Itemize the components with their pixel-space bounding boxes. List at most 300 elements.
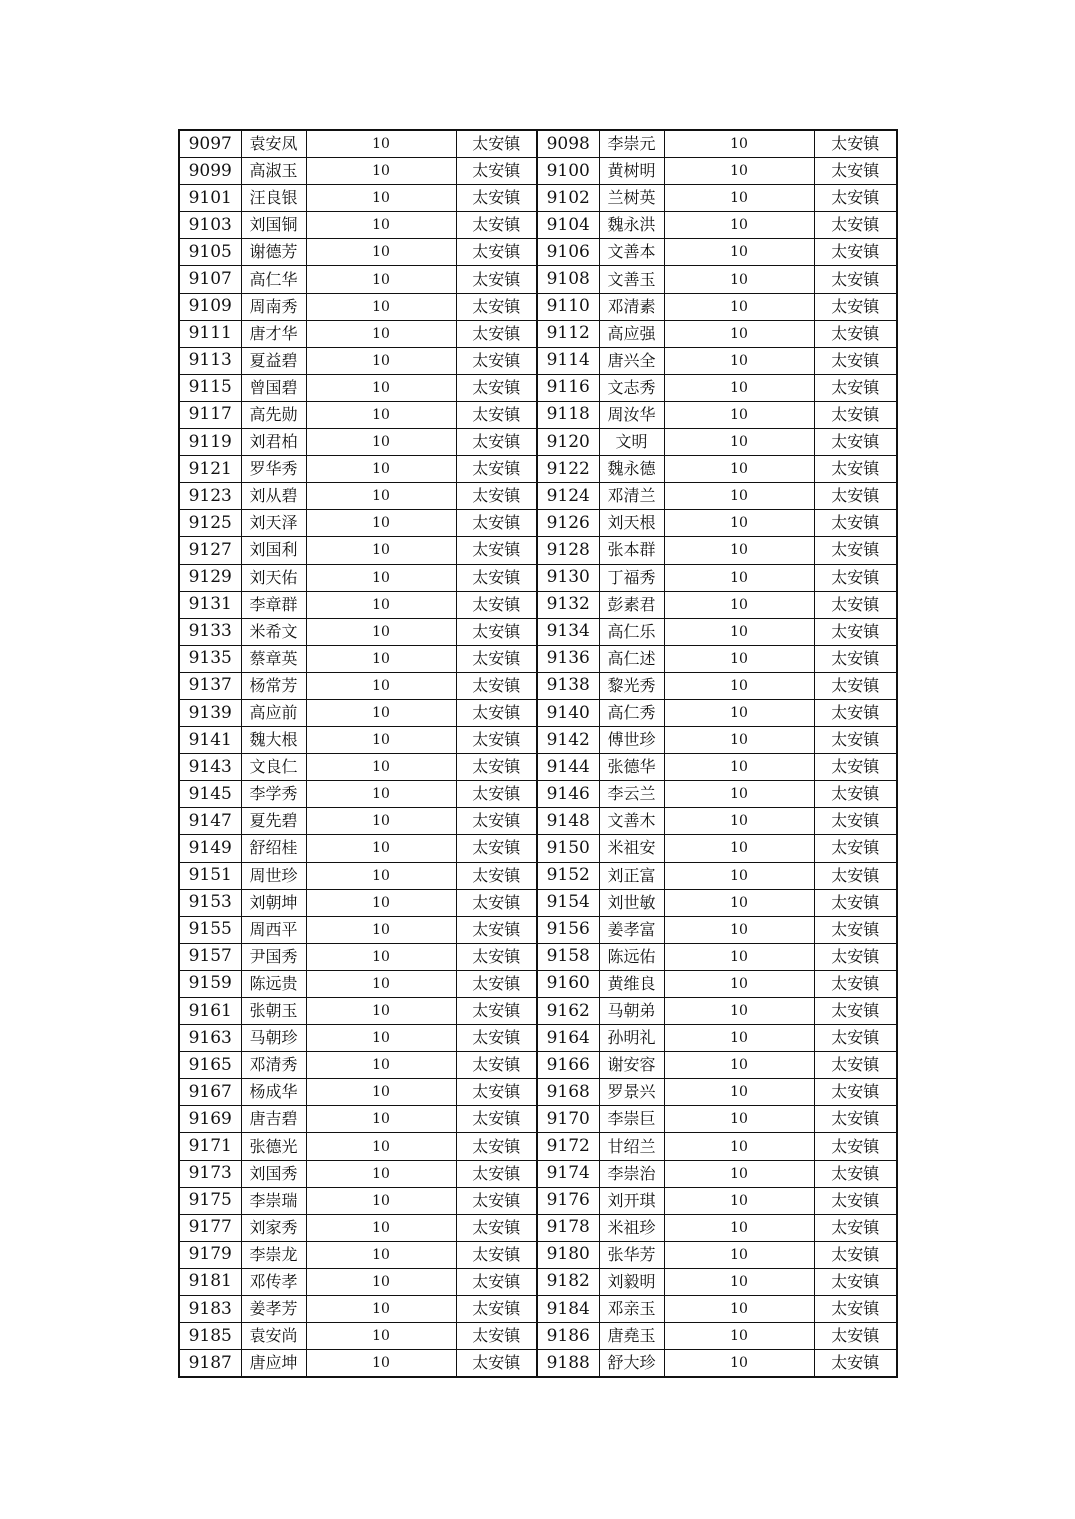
right-name-cell: 米祖珍 (599, 1214, 664, 1241)
table-row (179, 862, 897, 889)
table-row (179, 537, 897, 564)
right-town-cell: 太安镇 (814, 1106, 897, 1133)
left-name-cell: 刘天佑 (241, 564, 306, 591)
right-amount-cell: 10 (664, 374, 814, 401)
right-id-cell: 9178 (537, 1214, 599, 1241)
left-town-cell: 太安镇 (456, 998, 537, 1025)
left-name-cell: 汪良银 (241, 185, 306, 212)
right-name-cell: 李云兰 (599, 781, 664, 808)
left-id-cell: 9151 (179, 862, 241, 889)
left-name-cell: 文良仁 (241, 754, 306, 781)
right-id-cell: 9144 (537, 754, 599, 781)
left-name-cell: 高仁华 (241, 266, 306, 293)
left-id-cell: 9099 (179, 158, 241, 185)
right-amount-cell: 10 (664, 916, 814, 943)
left-name-cell: 魏大根 (241, 727, 306, 754)
table-row (179, 483, 897, 510)
right-id-cell: 9156 (537, 916, 599, 943)
right-id-cell: 9184 (537, 1296, 599, 1323)
left-id-cell: 9145 (179, 781, 241, 808)
left-name-cell: 高应前 (241, 699, 306, 726)
left-id-cell: 9187 (179, 1350, 241, 1378)
right-id-cell: 9122 (537, 456, 599, 483)
table-row (179, 1214, 897, 1241)
table-row (179, 429, 897, 456)
left-amount-cell: 10 (306, 564, 456, 591)
left-amount-cell: 10 (306, 699, 456, 726)
left-id-cell: 9183 (179, 1296, 241, 1323)
table-row (179, 943, 897, 970)
right-id-cell: 9174 (537, 1160, 599, 1187)
left-id-cell: 9173 (179, 1160, 241, 1187)
right-name-cell: 唐兴全 (599, 347, 664, 374)
left-name-cell: 周世珍 (241, 862, 306, 889)
right-town-cell: 太安镇 (814, 970, 897, 997)
left-name-cell: 张德光 (241, 1133, 306, 1160)
left-amount-cell: 10 (306, 970, 456, 997)
left-name-cell: 姜孝芳 (241, 1296, 306, 1323)
right-amount-cell: 10 (664, 537, 814, 564)
right-name-cell: 高仁秀 (599, 699, 664, 726)
left-town-cell: 太安镇 (456, 158, 537, 185)
right-id-cell: 9124 (537, 483, 599, 510)
left-amount-cell: 10 (306, 1268, 456, 1295)
left-name-cell: 刘从碧 (241, 483, 306, 510)
right-name-cell: 马朝弟 (599, 998, 664, 1025)
right-name-cell: 刘开琪 (599, 1187, 664, 1214)
right-id-cell: 9150 (537, 835, 599, 862)
right-town-cell: 太安镇 (814, 212, 897, 239)
right-name-cell: 刘毅明 (599, 1268, 664, 1295)
left-amount-cell: 10 (306, 1160, 456, 1187)
left-town-cell: 太安镇 (456, 916, 537, 943)
right-id-cell: 9140 (537, 699, 599, 726)
right-name-cell: 刘世敏 (599, 889, 664, 916)
left-amount-cell: 10 (306, 618, 456, 645)
left-town-cell: 太安镇 (456, 130, 537, 158)
left-id-cell: 9157 (179, 943, 241, 970)
left-name-cell: 罗华秀 (241, 456, 306, 483)
right-id-cell: 9098 (537, 130, 599, 158)
table-row (179, 889, 897, 916)
left-town-cell: 太安镇 (456, 1160, 537, 1187)
left-id-cell: 9125 (179, 510, 241, 537)
left-town-cell: 太安镇 (456, 808, 537, 835)
left-id-cell: 9107 (179, 266, 241, 293)
right-name-cell: 刘正富 (599, 862, 664, 889)
right-id-cell: 9110 (537, 293, 599, 320)
right-town-cell: 太安镇 (814, 239, 897, 266)
left-amount-cell: 10 (306, 347, 456, 374)
right-town-cell: 太安镇 (814, 943, 897, 970)
left-name-cell: 尹国秀 (241, 943, 306, 970)
left-amount-cell: 10 (306, 645, 456, 672)
right-name-cell: 罗景兴 (599, 1079, 664, 1106)
table-row (179, 618, 897, 645)
right-town-cell: 太安镇 (814, 1052, 897, 1079)
right-id-cell: 9168 (537, 1079, 599, 1106)
right-amount-cell: 10 (664, 862, 814, 889)
right-id-cell: 9120 (537, 429, 599, 456)
right-name-cell: 李崇元 (599, 130, 664, 158)
left-town-cell: 太安镇 (456, 727, 537, 754)
left-amount-cell: 10 (306, 429, 456, 456)
right-amount-cell: 10 (664, 564, 814, 591)
left-id-cell: 9103 (179, 212, 241, 239)
table-row (179, 998, 897, 1025)
right-amount-cell: 10 (664, 1296, 814, 1323)
right-id-cell: 9158 (537, 943, 599, 970)
left-name-cell: 舒绍桂 (241, 835, 306, 862)
left-amount-cell: 10 (306, 130, 456, 158)
table-row (179, 130, 897, 158)
left-amount-cell: 10 (306, 591, 456, 618)
left-id-cell: 9131 (179, 591, 241, 618)
left-id-cell: 9123 (179, 483, 241, 510)
left-town-cell: 太安镇 (456, 1079, 537, 1106)
right-name-cell: 张德华 (599, 754, 664, 781)
right-name-cell: 文善木 (599, 808, 664, 835)
right-town-cell: 太安镇 (814, 1296, 897, 1323)
right-town-cell: 太安镇 (814, 1241, 897, 1268)
right-town-cell: 太安镇 (814, 1025, 897, 1052)
right-name-cell: 李崇巨 (599, 1106, 664, 1133)
right-id-cell: 9108 (537, 266, 599, 293)
right-town-cell: 太安镇 (814, 510, 897, 537)
left-name-cell: 刘君柏 (241, 429, 306, 456)
left-name-cell: 袁安尚 (241, 1323, 306, 1350)
left-amount-cell: 10 (306, 916, 456, 943)
left-amount-cell: 10 (306, 158, 456, 185)
left-amount-cell: 10 (306, 1106, 456, 1133)
left-amount-cell: 10 (306, 1079, 456, 1106)
right-id-cell: 9100 (537, 158, 599, 185)
left-name-cell: 蔡章英 (241, 645, 306, 672)
right-id-cell: 9116 (537, 374, 599, 401)
right-town-cell: 太安镇 (814, 998, 897, 1025)
left-id-cell: 9185 (179, 1323, 241, 1350)
left-id-cell: 9101 (179, 185, 241, 212)
right-name-cell: 孙明礼 (599, 1025, 664, 1052)
right-name-cell: 姜孝富 (599, 916, 664, 943)
table-row (179, 1241, 897, 1268)
left-name-cell: 袁安凤 (241, 130, 306, 158)
left-amount-cell: 10 (306, 1052, 456, 1079)
table-row (179, 239, 897, 266)
right-town-cell: 太安镇 (814, 130, 897, 158)
left-town-cell: 太安镇 (456, 185, 537, 212)
right-town-cell: 太安镇 (814, 862, 897, 889)
left-town-cell: 太安镇 (456, 239, 537, 266)
left-id-cell: 9177 (179, 1214, 241, 1241)
table-row (179, 727, 897, 754)
right-town-cell: 太安镇 (814, 1079, 897, 1106)
left-name-cell: 刘天泽 (241, 510, 306, 537)
right-id-cell: 9152 (537, 862, 599, 889)
left-id-cell: 9115 (179, 374, 241, 401)
left-name-cell: 曾国碧 (241, 374, 306, 401)
table-row (179, 1160, 897, 1187)
left-town-cell: 太安镇 (456, 1268, 537, 1295)
right-amount-cell: 10 (664, 1350, 814, 1378)
left-town-cell: 太安镇 (456, 754, 537, 781)
right-id-cell: 9170 (537, 1106, 599, 1133)
left-amount-cell: 10 (306, 456, 456, 483)
right-town-cell: 太安镇 (814, 185, 897, 212)
right-id-cell: 9134 (537, 618, 599, 645)
right-amount-cell: 10 (664, 781, 814, 808)
right-amount-cell: 10 (664, 645, 814, 672)
table-row (179, 374, 897, 401)
left-id-cell: 9105 (179, 239, 241, 266)
right-town-cell: 太安镇 (814, 374, 897, 401)
right-amount-cell: 10 (664, 401, 814, 428)
left-town-cell: 太安镇 (456, 1106, 537, 1133)
right-name-cell: 张华芳 (599, 1241, 664, 1268)
left-town-cell: 太安镇 (456, 672, 537, 699)
left-town-cell: 太安镇 (456, 483, 537, 510)
table-row (179, 401, 897, 428)
table-row (179, 1268, 897, 1295)
table-row (179, 645, 897, 672)
right-amount-cell: 10 (664, 998, 814, 1025)
left-amount-cell: 10 (306, 266, 456, 293)
left-name-cell: 谢德芳 (241, 239, 306, 266)
right-town-cell: 太安镇 (814, 1323, 897, 1350)
left-name-cell: 杨常芳 (241, 672, 306, 699)
right-id-cell: 9132 (537, 591, 599, 618)
left-name-cell: 高先勋 (241, 401, 306, 428)
left-amount-cell: 10 (306, 401, 456, 428)
right-amount-cell: 10 (664, 1025, 814, 1052)
table-row (179, 1133, 897, 1160)
left-id-cell: 9171 (179, 1133, 241, 1160)
right-name-cell: 文善本 (599, 239, 664, 266)
left-town-cell: 太安镇 (456, 1296, 537, 1323)
right-town-cell: 太安镇 (814, 429, 897, 456)
left-amount-cell: 10 (306, 1214, 456, 1241)
right-town-cell: 太安镇 (814, 1268, 897, 1295)
left-name-cell: 唐才华 (241, 320, 306, 347)
right-id-cell: 9164 (537, 1025, 599, 1052)
left-amount-cell: 10 (306, 862, 456, 889)
right-id-cell: 9136 (537, 645, 599, 672)
left-amount-cell: 10 (306, 835, 456, 862)
right-amount-cell: 10 (664, 618, 814, 645)
table-row (179, 781, 897, 808)
table-row (179, 185, 897, 212)
right-name-cell: 彭素君 (599, 591, 664, 618)
table-row (179, 456, 897, 483)
right-town-cell: 太安镇 (814, 727, 897, 754)
left-name-cell: 马朝珍 (241, 1025, 306, 1052)
left-id-cell: 9161 (179, 998, 241, 1025)
left-town-cell: 太安镇 (456, 429, 537, 456)
right-id-cell: 9146 (537, 781, 599, 808)
left-town-cell: 太安镇 (456, 862, 537, 889)
right-id-cell: 9114 (537, 347, 599, 374)
left-amount-cell: 10 (306, 1323, 456, 1350)
left-name-cell: 周西平 (241, 916, 306, 943)
right-name-cell: 傅世珍 (599, 727, 664, 754)
right-id-cell: 9182 (537, 1268, 599, 1295)
left-id-cell: 9117 (179, 401, 241, 428)
right-id-cell: 9102 (537, 185, 599, 212)
right-amount-cell: 10 (664, 672, 814, 699)
left-name-cell: 邓清秀 (241, 1052, 306, 1079)
right-town-cell: 太安镇 (814, 401, 897, 428)
left-amount-cell: 10 (306, 537, 456, 564)
right-name-cell: 唐堯玉 (599, 1323, 664, 1350)
right-amount-cell: 10 (664, 483, 814, 510)
right-town-cell: 太安镇 (814, 699, 897, 726)
left-town-cell: 太安镇 (456, 293, 537, 320)
right-name-cell: 谢安容 (599, 1052, 664, 1079)
left-id-cell: 9163 (179, 1025, 241, 1052)
left-amount-cell: 10 (306, 374, 456, 401)
right-id-cell: 9128 (537, 537, 599, 564)
left-town-cell: 太安镇 (456, 266, 537, 293)
right-name-cell: 高仁述 (599, 645, 664, 672)
right-town-cell: 太安镇 (814, 347, 897, 374)
right-town-cell: 太安镇 (814, 1214, 897, 1241)
right-amount-cell: 10 (664, 320, 814, 347)
left-amount-cell: 10 (306, 1187, 456, 1214)
table-row (179, 754, 897, 781)
right-name-cell: 黎光秀 (599, 672, 664, 699)
right-town-cell: 太安镇 (814, 835, 897, 862)
right-id-cell: 9130 (537, 564, 599, 591)
left-name-cell: 夏先碧 (241, 808, 306, 835)
left-town-cell: 太安镇 (456, 835, 537, 862)
left-amount-cell: 10 (306, 889, 456, 916)
left-town-cell: 太安镇 (456, 564, 537, 591)
left-town-cell: 太安镇 (456, 1350, 537, 1378)
left-id-cell: 9165 (179, 1052, 241, 1079)
left-town-cell: 太安镇 (456, 347, 537, 374)
table-row (179, 1323, 897, 1350)
left-amount-cell: 10 (306, 1133, 456, 1160)
right-town-cell: 太安镇 (814, 618, 897, 645)
right-town-cell: 太安镇 (814, 320, 897, 347)
left-id-cell: 9175 (179, 1187, 241, 1214)
right-name-cell: 甘绍兰 (599, 1133, 664, 1160)
left-town-cell: 太安镇 (456, 889, 537, 916)
left-town-cell: 太安镇 (456, 1052, 537, 1079)
left-town-cell: 太安镇 (456, 943, 537, 970)
left-id-cell: 9159 (179, 970, 241, 997)
right-amount-cell: 10 (664, 1052, 814, 1079)
left-name-cell: 刘国利 (241, 537, 306, 564)
left-id-cell: 9127 (179, 537, 241, 564)
right-amount-cell: 10 (664, 1133, 814, 1160)
right-town-cell: 太安镇 (814, 645, 897, 672)
right-name-cell: 文明 (599, 429, 664, 456)
right-amount-cell: 10 (664, 754, 814, 781)
left-town-cell: 太安镇 (456, 1187, 537, 1214)
left-name-cell: 米希文 (241, 618, 306, 645)
right-amount-cell: 10 (664, 347, 814, 374)
right-id-cell: 9160 (537, 970, 599, 997)
right-name-cell: 邓亲玉 (599, 1296, 664, 1323)
left-amount-cell: 10 (306, 672, 456, 699)
roster-table (178, 129, 898, 1378)
right-amount-cell: 10 (664, 970, 814, 997)
left-town-cell: 太安镇 (456, 1025, 537, 1052)
right-id-cell: 9180 (537, 1241, 599, 1268)
table-row (179, 916, 897, 943)
table-row (179, 347, 897, 374)
table-row (179, 591, 897, 618)
right-amount-cell: 10 (664, 943, 814, 970)
table-row (179, 1350, 897, 1378)
left-amount-cell: 10 (306, 483, 456, 510)
right-town-cell: 太安镇 (814, 158, 897, 185)
left-amount-cell: 10 (306, 212, 456, 239)
right-amount-cell: 10 (664, 1106, 814, 1133)
right-name-cell: 文善玉 (599, 266, 664, 293)
left-id-cell: 9141 (179, 727, 241, 754)
right-amount-cell: 10 (664, 130, 814, 158)
left-town-cell: 太安镇 (456, 699, 537, 726)
right-name-cell: 张本群 (599, 537, 664, 564)
left-town-cell: 太安镇 (456, 1323, 537, 1350)
right-name-cell: 舒大珍 (599, 1350, 664, 1378)
right-amount-cell: 10 (664, 727, 814, 754)
right-amount-cell: 10 (664, 212, 814, 239)
right-name-cell: 高仁乐 (599, 618, 664, 645)
right-id-cell: 9186 (537, 1323, 599, 1350)
right-name-cell: 刘天根 (599, 510, 664, 537)
right-town-cell: 太安镇 (814, 672, 897, 699)
right-amount-cell: 10 (664, 185, 814, 212)
left-name-cell: 刘国秀 (241, 1160, 306, 1187)
table-row (179, 1025, 897, 1052)
right-name-cell: 周汝华 (599, 401, 664, 428)
right-town-cell: 太安镇 (814, 293, 897, 320)
right-amount-cell: 10 (664, 1323, 814, 1350)
right-town-cell: 太安镇 (814, 916, 897, 943)
right-amount-cell: 10 (664, 591, 814, 618)
left-amount-cell: 10 (306, 239, 456, 266)
right-amount-cell: 10 (664, 1160, 814, 1187)
left-town-cell: 太安镇 (456, 401, 537, 428)
left-id-cell: 9113 (179, 347, 241, 374)
right-id-cell: 9106 (537, 239, 599, 266)
right-id-cell: 9162 (537, 998, 599, 1025)
right-town-cell: 太安镇 (814, 808, 897, 835)
right-amount-cell: 10 (664, 510, 814, 537)
left-name-cell: 杨成华 (241, 1079, 306, 1106)
right-amount-cell: 10 (664, 429, 814, 456)
right-amount-cell: 10 (664, 699, 814, 726)
right-id-cell: 9104 (537, 212, 599, 239)
right-town-cell: 太安镇 (814, 754, 897, 781)
left-town-cell: 太安镇 (456, 374, 537, 401)
left-name-cell: 周南秀 (241, 293, 306, 320)
left-name-cell: 李学秀 (241, 781, 306, 808)
left-amount-cell: 10 (306, 185, 456, 212)
table-row (179, 158, 897, 185)
left-id-cell: 9129 (179, 564, 241, 591)
left-town-cell: 太安镇 (456, 320, 537, 347)
left-name-cell: 高淑玉 (241, 158, 306, 185)
right-town-cell: 太安镇 (814, 564, 897, 591)
right-town-cell: 太安镇 (814, 1160, 897, 1187)
table-row (179, 1296, 897, 1323)
right-id-cell: 9118 (537, 401, 599, 428)
right-id-cell: 9166 (537, 1052, 599, 1079)
